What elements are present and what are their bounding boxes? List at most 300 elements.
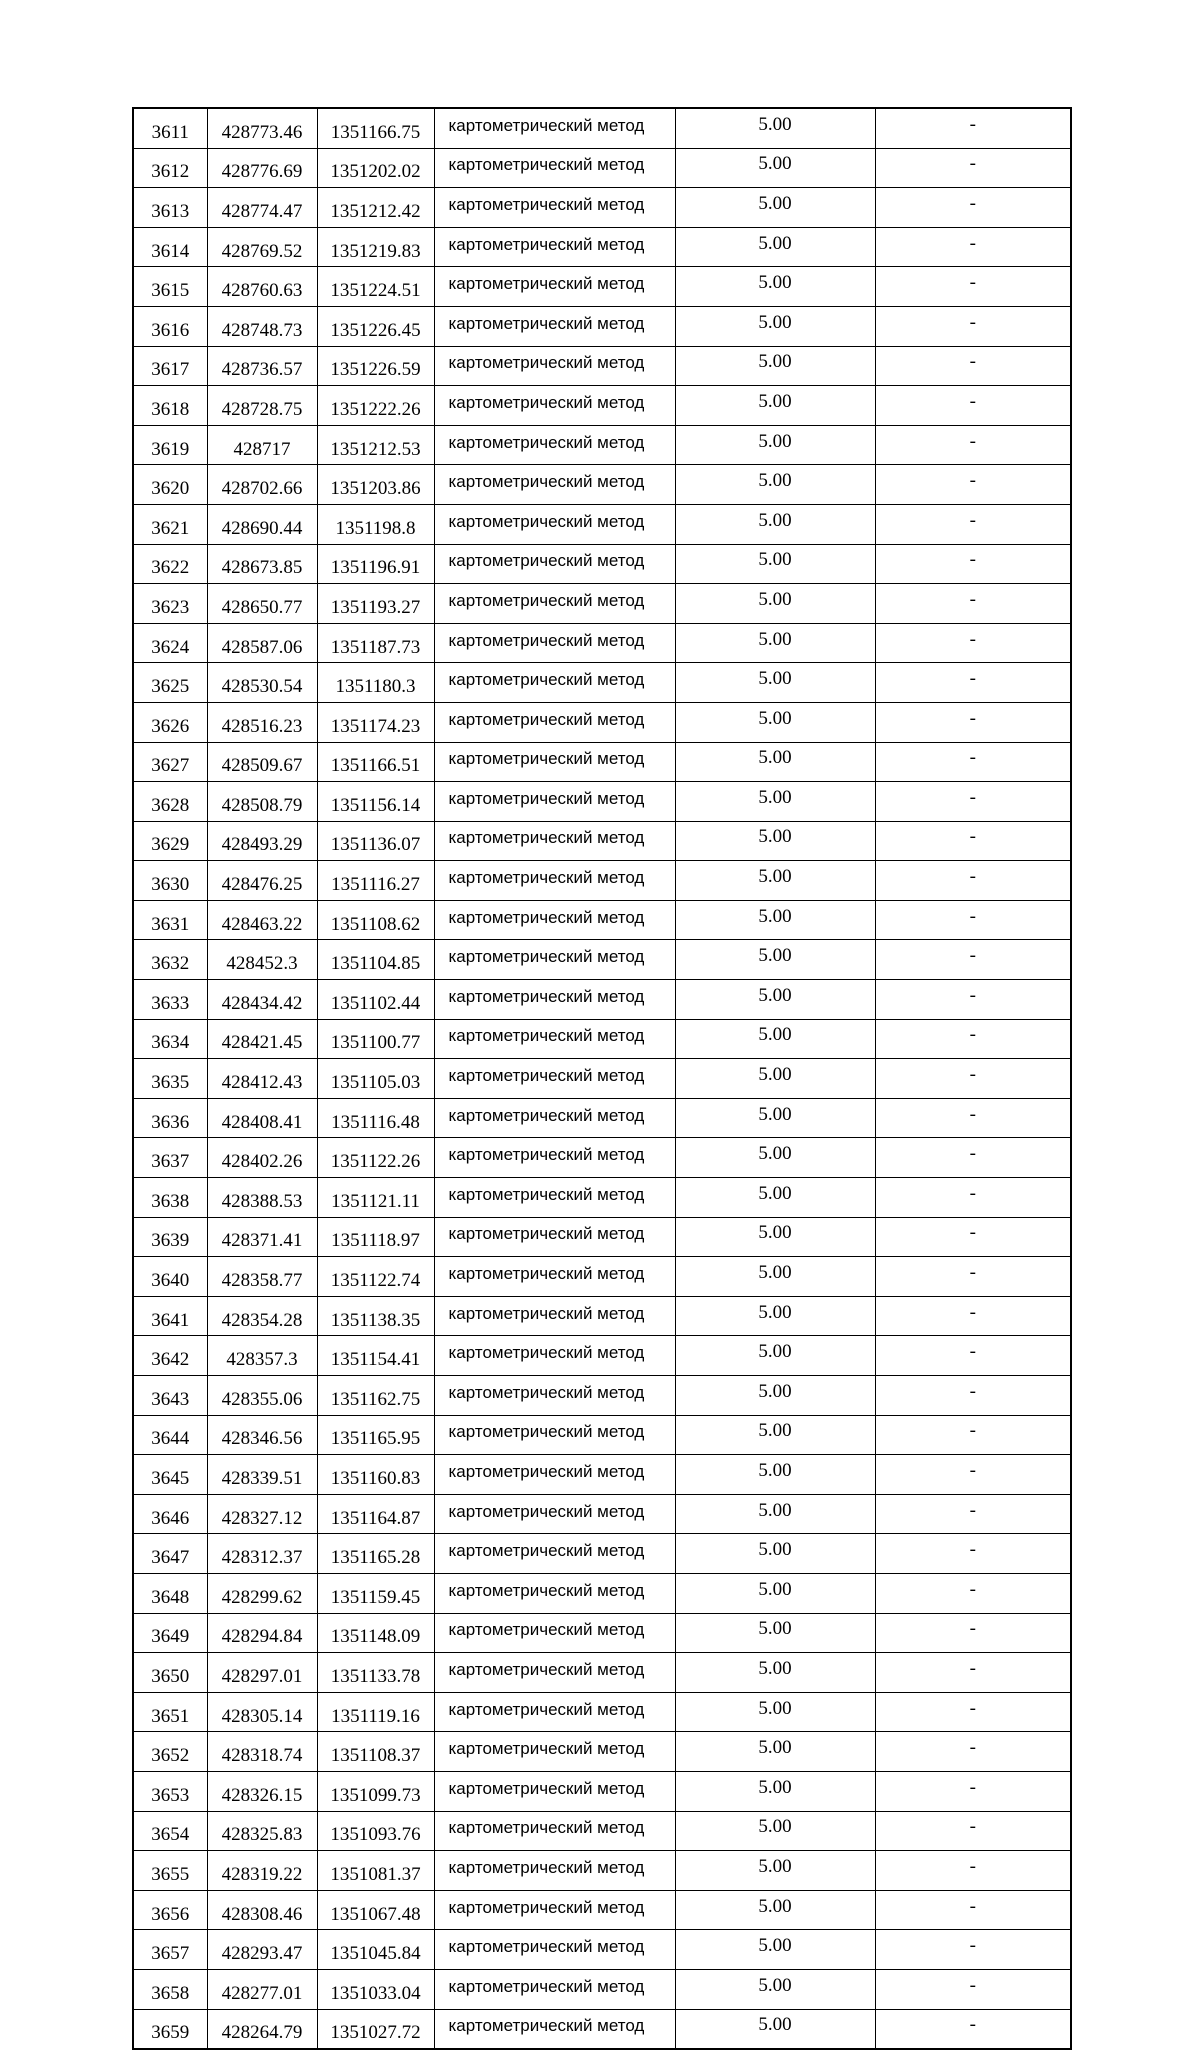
cell-point-number: 3618	[133, 386, 207, 426]
cell-coord-y: 1351165.28	[317, 1534, 434, 1574]
cell-method: картометрический метод	[434, 623, 675, 663]
cell-coord-y: 1351138.35	[317, 1296, 434, 1336]
coordinates-table-body	[133, 108, 1071, 2049]
cell-accuracy: 5.00	[675, 1653, 875, 1693]
cell-method: картометрический метод	[434, 702, 675, 742]
cell-note: -	[875, 227, 1071, 267]
cell-accuracy: 5.00	[675, 980, 875, 1020]
cell-method: картометрический метод	[434, 1098, 675, 1138]
cell-point-number: 3612	[133, 148, 207, 188]
cell-note: -	[875, 1613, 1071, 1653]
cell-point-number: 3646	[133, 1494, 207, 1534]
cell-note: -	[875, 1455, 1071, 1495]
cell-method: картометрический метод	[434, 346, 675, 386]
cell-coord-x: 428339.51	[207, 1455, 317, 1495]
cell-coord-x: 428773.46	[207, 108, 317, 148]
cell-coord-x: 428769.52	[207, 227, 317, 267]
cell-accuracy: 5.00	[675, 1098, 875, 1138]
cell-method: картометрический метод	[434, 1217, 675, 1257]
cell-coord-y: 1351108.37	[317, 1732, 434, 1772]
cell-coord-y: 1351156.14	[317, 782, 434, 822]
cell-point-number: 3626	[133, 702, 207, 742]
cell-point-number: 3637	[133, 1138, 207, 1178]
cell-accuracy: 5.00	[675, 1415, 875, 1455]
cell-note: -	[875, 1811, 1071, 1851]
table-row	[133, 465, 1071, 505]
table-row	[133, 1969, 1071, 2009]
cell-point-number: 3657	[133, 1930, 207, 1970]
cell-accuracy: 5.00	[675, 425, 875, 465]
cell-point-number: 3640	[133, 1257, 207, 1297]
cell-note: -	[875, 782, 1071, 822]
cell-method: картометрический метод	[434, 782, 675, 822]
cell-point-number: 3622	[133, 544, 207, 584]
cell-accuracy: 5.00	[675, 1138, 875, 1178]
cell-note: -	[875, 1296, 1071, 1336]
cell-coord-x: 428277.01	[207, 1969, 317, 2009]
cell-coord-x: 428318.74	[207, 1732, 317, 1772]
table-row	[133, 1138, 1071, 1178]
cell-method: картометрический метод	[434, 1494, 675, 1534]
cell-coord-x: 428728.75	[207, 386, 317, 426]
cell-coord-x: 428516.23	[207, 702, 317, 742]
table-row	[133, 1732, 1071, 1772]
cell-accuracy: 5.00	[675, 940, 875, 980]
table-row	[133, 1217, 1071, 1257]
cell-method: картометрический метод	[434, 425, 675, 465]
cell-method: картометрический метод	[434, 1811, 675, 1851]
cell-method: картометрический метод	[434, 584, 675, 624]
cell-note: -	[875, 900, 1071, 940]
cell-coord-x: 428760.63	[207, 267, 317, 307]
cell-note: -	[875, 1890, 1071, 1930]
cell-note: -	[875, 465, 1071, 505]
cell-coord-x: 428312.37	[207, 1534, 317, 1574]
cell-coord-y: 1351180.3	[317, 663, 434, 703]
cell-point-number: 3633	[133, 980, 207, 1020]
cell-method: картометрический метод	[434, 188, 675, 228]
cell-coord-y: 1351187.73	[317, 623, 434, 663]
cell-coord-y: 1351212.42	[317, 188, 434, 228]
table-row	[133, 1059, 1071, 1099]
table-row	[133, 1851, 1071, 1891]
cell-method: картометрический метод	[434, 1178, 675, 1218]
cell-note: -	[875, 544, 1071, 584]
cell-method: картометрический метод	[434, 1019, 675, 1059]
cell-note: -	[875, 1692, 1071, 1732]
table-row	[133, 861, 1071, 901]
cell-method: картометрический метод	[434, 465, 675, 505]
cell-point-number: 3614	[133, 227, 207, 267]
cell-coord-x: 428748.73	[207, 306, 317, 346]
table-row	[133, 663, 1071, 703]
cell-coord-y: 1351202.02	[317, 148, 434, 188]
cell-coord-y: 1351067.48	[317, 1890, 434, 1930]
cell-accuracy: 5.00	[675, 1573, 875, 1613]
cell-coord-x: 428358.77	[207, 1257, 317, 1297]
cell-coord-x: 428476.25	[207, 861, 317, 901]
cell-coord-x: 428650.77	[207, 584, 317, 624]
cell-accuracy: 5.00	[675, 108, 875, 148]
cell-accuracy: 5.00	[675, 1336, 875, 1376]
cell-point-number: 3649	[133, 1613, 207, 1653]
cell-accuracy: 5.00	[675, 1376, 875, 1416]
cell-accuracy: 5.00	[675, 702, 875, 742]
cell-method: картометрический метод	[434, 1771, 675, 1811]
cell-point-number: 3611	[133, 108, 207, 148]
cell-method: картометрический метод	[434, 821, 675, 861]
cell-coord-x: 428509.67	[207, 742, 317, 782]
cell-coord-x: 428412.43	[207, 1059, 317, 1099]
cell-coord-y: 1351212.53	[317, 425, 434, 465]
table-row	[133, 940, 1071, 980]
table-row	[133, 108, 1071, 148]
cell-point-number: 3624	[133, 623, 207, 663]
cell-accuracy: 5.00	[675, 2009, 875, 2049]
cell-note: -	[875, 980, 1071, 1020]
cell-accuracy: 5.00	[675, 782, 875, 822]
cell-coord-x: 428325.83	[207, 1811, 317, 1851]
cell-coord-y: 1351116.48	[317, 1098, 434, 1138]
table-row	[133, 306, 1071, 346]
cell-coord-y: 1351033.04	[317, 1969, 434, 2009]
cell-point-number: 3634	[133, 1019, 207, 1059]
cell-note: -	[875, 1138, 1071, 1178]
cell-method: картометрический метод	[434, 980, 675, 1020]
cell-coord-x: 428293.47	[207, 1930, 317, 1970]
cell-coord-x: 428408.41	[207, 1098, 317, 1138]
cell-note: -	[875, 108, 1071, 148]
cell-point-number: 3627	[133, 742, 207, 782]
table-row	[133, 1019, 1071, 1059]
cell-coord-x: 428299.62	[207, 1573, 317, 1613]
cell-note: -	[875, 1376, 1071, 1416]
table-row	[133, 742, 1071, 782]
table-row	[133, 900, 1071, 940]
cell-accuracy: 5.00	[675, 306, 875, 346]
cell-point-number: 3615	[133, 267, 207, 307]
cell-coord-y: 1351105.03	[317, 1059, 434, 1099]
cell-point-number: 3647	[133, 1534, 207, 1574]
cell-method: картометрический метод	[434, 1376, 675, 1416]
cell-coord-y: 1351027.72	[317, 2009, 434, 2049]
cell-coord-y: 1351154.41	[317, 1336, 434, 1376]
cell-method: картометрический метод	[434, 504, 675, 544]
cell-note: -	[875, 148, 1071, 188]
cell-coord-x: 428402.26	[207, 1138, 317, 1178]
cell-accuracy: 5.00	[675, 544, 875, 584]
cell-coord-y: 1351121.11	[317, 1178, 434, 1218]
cell-method: картометрический метод	[434, 1415, 675, 1455]
cell-coord-x: 428587.06	[207, 623, 317, 663]
cell-point-number: 3654	[133, 1811, 207, 1851]
cell-point-number: 3613	[133, 188, 207, 228]
cell-method: картометрический метод	[434, 1059, 675, 1099]
cell-coord-y: 1351116.27	[317, 861, 434, 901]
cell-accuracy: 5.00	[675, 1771, 875, 1811]
table-row	[133, 1296, 1071, 1336]
cell-note: -	[875, 1098, 1071, 1138]
cell-method: картометрический метод	[434, 1534, 675, 1574]
cell-point-number: 3623	[133, 584, 207, 624]
cell-coord-y: 1351196.91	[317, 544, 434, 584]
cell-note: -	[875, 1969, 1071, 2009]
cell-coord-x: 428264.79	[207, 2009, 317, 2049]
table-row	[133, 188, 1071, 228]
table-row	[133, 702, 1071, 742]
cell-method: картометрический метод	[434, 267, 675, 307]
table-row	[133, 1534, 1071, 1574]
table-row	[133, 386, 1071, 426]
cell-coord-y: 1351224.51	[317, 267, 434, 307]
cell-accuracy: 5.00	[675, 1613, 875, 1653]
cell-coord-x: 428319.22	[207, 1851, 317, 1891]
cell-method: картометрический метод	[434, 1890, 675, 1930]
cell-method: картометрический метод	[434, 1296, 675, 1336]
cell-point-number: 3641	[133, 1296, 207, 1336]
cell-point-number: 3656	[133, 1890, 207, 1930]
cell-coord-x: 428326.15	[207, 1771, 317, 1811]
cell-point-number: 3617	[133, 346, 207, 386]
cell-method: картометрический метод	[434, 900, 675, 940]
cell-accuracy: 5.00	[675, 861, 875, 901]
cell-point-number: 3658	[133, 1969, 207, 2009]
cell-method: картометрический метод	[434, 861, 675, 901]
cell-note: -	[875, 1771, 1071, 1811]
cell-coord-x: 428388.53	[207, 1178, 317, 1218]
cell-point-number: 3629	[133, 821, 207, 861]
cell-coord-y: 1351119.16	[317, 1692, 434, 1732]
cell-note: -	[875, 425, 1071, 465]
cell-accuracy: 5.00	[675, 1732, 875, 1772]
table-row	[133, 504, 1071, 544]
cell-coord-x: 428355.06	[207, 1376, 317, 1416]
cell-point-number: 3630	[133, 861, 207, 901]
table-row	[133, 1415, 1071, 1455]
cell-method: картометрический метод	[434, 1455, 675, 1495]
cell-method: картометрический метод	[434, 1257, 675, 1297]
cell-coord-y: 1351118.97	[317, 1217, 434, 1257]
table-row	[133, 623, 1071, 663]
cell-coord-x: 428308.46	[207, 1890, 317, 1930]
cell-method: картометрический метод	[434, 1732, 675, 1772]
cell-coord-x: 428434.42	[207, 980, 317, 1020]
cell-accuracy: 5.00	[675, 1217, 875, 1257]
cell-method: картометрический метод	[434, 742, 675, 782]
cell-coord-y: 1351164.87	[317, 1494, 434, 1534]
cell-accuracy: 5.00	[675, 1178, 875, 1218]
cell-coord-y: 1351045.84	[317, 1930, 434, 1970]
cell-coord-y: 1351148.09	[317, 1613, 434, 1653]
cell-point-number: 3638	[133, 1178, 207, 1218]
table-row	[133, 1178, 1071, 1218]
cell-coord-x: 428463.22	[207, 900, 317, 940]
cell-accuracy: 5.00	[675, 1811, 875, 1851]
cell-note: -	[875, 584, 1071, 624]
cell-method: картометрический метод	[434, 1138, 675, 1178]
cell-method: картометрический метод	[434, 1692, 675, 1732]
cell-coord-x: 428717	[207, 425, 317, 465]
cell-note: -	[875, 1573, 1071, 1613]
cell-method: картометрический метод	[434, 1851, 675, 1891]
cell-method: картометрический метод	[434, 108, 675, 148]
cell-point-number: 3642	[133, 1336, 207, 1376]
cell-accuracy: 5.00	[675, 1969, 875, 2009]
cell-note: -	[875, 1494, 1071, 1534]
cell-accuracy: 5.00	[675, 1296, 875, 1336]
cell-point-number: 3643	[133, 1376, 207, 1416]
table-row	[133, 1098, 1071, 1138]
cell-coord-x: 428774.47	[207, 188, 317, 228]
cell-point-number: 3616	[133, 306, 207, 346]
cell-method: картометрический метод	[434, 940, 675, 980]
table-row	[133, 425, 1071, 465]
cell-coord-x: 428530.54	[207, 663, 317, 703]
cell-accuracy: 5.00	[675, 148, 875, 188]
cell-method: картометрический метод	[434, 1930, 675, 1970]
cell-accuracy: 5.00	[675, 584, 875, 624]
table-row	[133, 1494, 1071, 1534]
cell-point-number: 3652	[133, 1732, 207, 1772]
cell-coord-x: 428294.84	[207, 1613, 317, 1653]
cell-method: картометрический метод	[434, 2009, 675, 2049]
cell-point-number: 3635	[133, 1059, 207, 1099]
cell-note: -	[875, 821, 1071, 861]
cell-note: -	[875, 188, 1071, 228]
cell-coord-y: 1351122.26	[317, 1138, 434, 1178]
cell-note: -	[875, 1336, 1071, 1376]
cell-accuracy: 5.00	[675, 1257, 875, 1297]
cell-point-number: 3644	[133, 1415, 207, 1455]
cell-point-number: 3620	[133, 465, 207, 505]
table-row	[133, 148, 1071, 188]
cell-note: -	[875, 306, 1071, 346]
cell-note: -	[875, 663, 1071, 703]
cell-note: -	[875, 702, 1071, 742]
cell-coord-x: 428702.66	[207, 465, 317, 505]
cell-accuracy: 5.00	[675, 623, 875, 663]
table-row	[133, 1376, 1071, 1416]
cell-coord-y: 1351122.74	[317, 1257, 434, 1297]
cell-coord-y: 1351159.45	[317, 1573, 434, 1613]
cell-coord-y: 1351198.8	[317, 504, 434, 544]
cell-note: -	[875, 386, 1071, 426]
cell-point-number: 3628	[133, 782, 207, 822]
cell-coord-y: 1351081.37	[317, 1851, 434, 1891]
cell-accuracy: 5.00	[675, 900, 875, 940]
cell-coord-x: 428357.3	[207, 1336, 317, 1376]
cell-coord-x: 428776.69	[207, 148, 317, 188]
cell-method: картометрический метод	[434, 1969, 675, 2009]
cell-coord-x: 428371.41	[207, 1217, 317, 1257]
coordinates-table	[132, 107, 1072, 2050]
cell-coord-y: 1351174.23	[317, 702, 434, 742]
cell-point-number: 3639	[133, 1217, 207, 1257]
cell-coord-y: 1351160.83	[317, 1455, 434, 1495]
cell-point-number: 3650	[133, 1653, 207, 1693]
cell-coord-x: 428493.29	[207, 821, 317, 861]
cell-method: картометрический метод	[434, 1336, 675, 1376]
table-row	[133, 1257, 1071, 1297]
cell-method: картометрический метод	[434, 227, 675, 267]
cell-point-number: 3645	[133, 1455, 207, 1495]
cell-method: картометрический метод	[434, 544, 675, 584]
cell-note: -	[875, 1930, 1071, 1970]
table-row	[133, 1336, 1071, 1376]
table-row	[133, 1771, 1071, 1811]
cell-coord-y: 1351166.75	[317, 108, 434, 148]
cell-accuracy: 5.00	[675, 227, 875, 267]
cell-coord-y: 1351222.26	[317, 386, 434, 426]
cell-accuracy: 5.00	[675, 504, 875, 544]
table-row	[133, 1890, 1071, 1930]
cell-coord-y: 1351136.07	[317, 821, 434, 861]
cell-point-number: 3651	[133, 1692, 207, 1732]
table-row	[133, 1573, 1071, 1613]
cell-note: -	[875, 861, 1071, 901]
table-row	[133, 782, 1071, 822]
cell-note: -	[875, 1257, 1071, 1297]
cell-accuracy: 5.00	[675, 1494, 875, 1534]
cell-accuracy: 5.00	[675, 465, 875, 505]
cell-note: -	[875, 267, 1071, 307]
cell-point-number: 3621	[133, 504, 207, 544]
cell-note: -	[875, 1534, 1071, 1574]
cell-coord-x: 428354.28	[207, 1296, 317, 1336]
cell-coord-x: 428346.56	[207, 1415, 317, 1455]
cell-note: -	[875, 1178, 1071, 1218]
cell-coord-y: 1351226.45	[317, 306, 434, 346]
cell-accuracy: 5.00	[675, 1019, 875, 1059]
cell-point-number: 3653	[133, 1771, 207, 1811]
cell-accuracy: 5.00	[675, 188, 875, 228]
cell-coord-x: 428736.57	[207, 346, 317, 386]
table-row	[133, 267, 1071, 307]
cell-accuracy: 5.00	[675, 1930, 875, 1970]
cell-note: -	[875, 1059, 1071, 1099]
table-row	[133, 1613, 1071, 1653]
cell-coord-y: 1351226.59	[317, 346, 434, 386]
cell-coord-y: 1351165.95	[317, 1415, 434, 1455]
cell-coord-x: 428305.14	[207, 1692, 317, 1732]
cell-note: -	[875, 1851, 1071, 1891]
cell-method: картометрический метод	[434, 386, 675, 426]
cell-coord-y: 1351093.76	[317, 1811, 434, 1851]
cell-point-number: 3632	[133, 940, 207, 980]
cell-note: -	[875, 1653, 1071, 1693]
cell-point-number: 3625	[133, 663, 207, 703]
table-row	[133, 1930, 1071, 1970]
cell-note: -	[875, 1019, 1071, 1059]
cell-accuracy: 5.00	[675, 663, 875, 703]
table-row	[133, 584, 1071, 624]
cell-accuracy: 5.00	[675, 1890, 875, 1930]
cell-coord-y: 1351100.77	[317, 1019, 434, 1059]
cell-method: картометрический метод	[434, 1573, 675, 1613]
cell-method: картометрический метод	[434, 1653, 675, 1693]
cell-coord-y: 1351104.85	[317, 940, 434, 980]
table-row	[133, 346, 1071, 386]
cell-note: -	[875, 1732, 1071, 1772]
cell-coord-y: 1351162.75	[317, 1376, 434, 1416]
cell-note: -	[875, 623, 1071, 663]
cell-accuracy: 5.00	[675, 1455, 875, 1495]
cell-note: -	[875, 1415, 1071, 1455]
cell-accuracy: 5.00	[675, 742, 875, 782]
cell-coord-x: 428421.45	[207, 1019, 317, 1059]
cell-coord-x: 428690.44	[207, 504, 317, 544]
cell-note: -	[875, 1217, 1071, 1257]
